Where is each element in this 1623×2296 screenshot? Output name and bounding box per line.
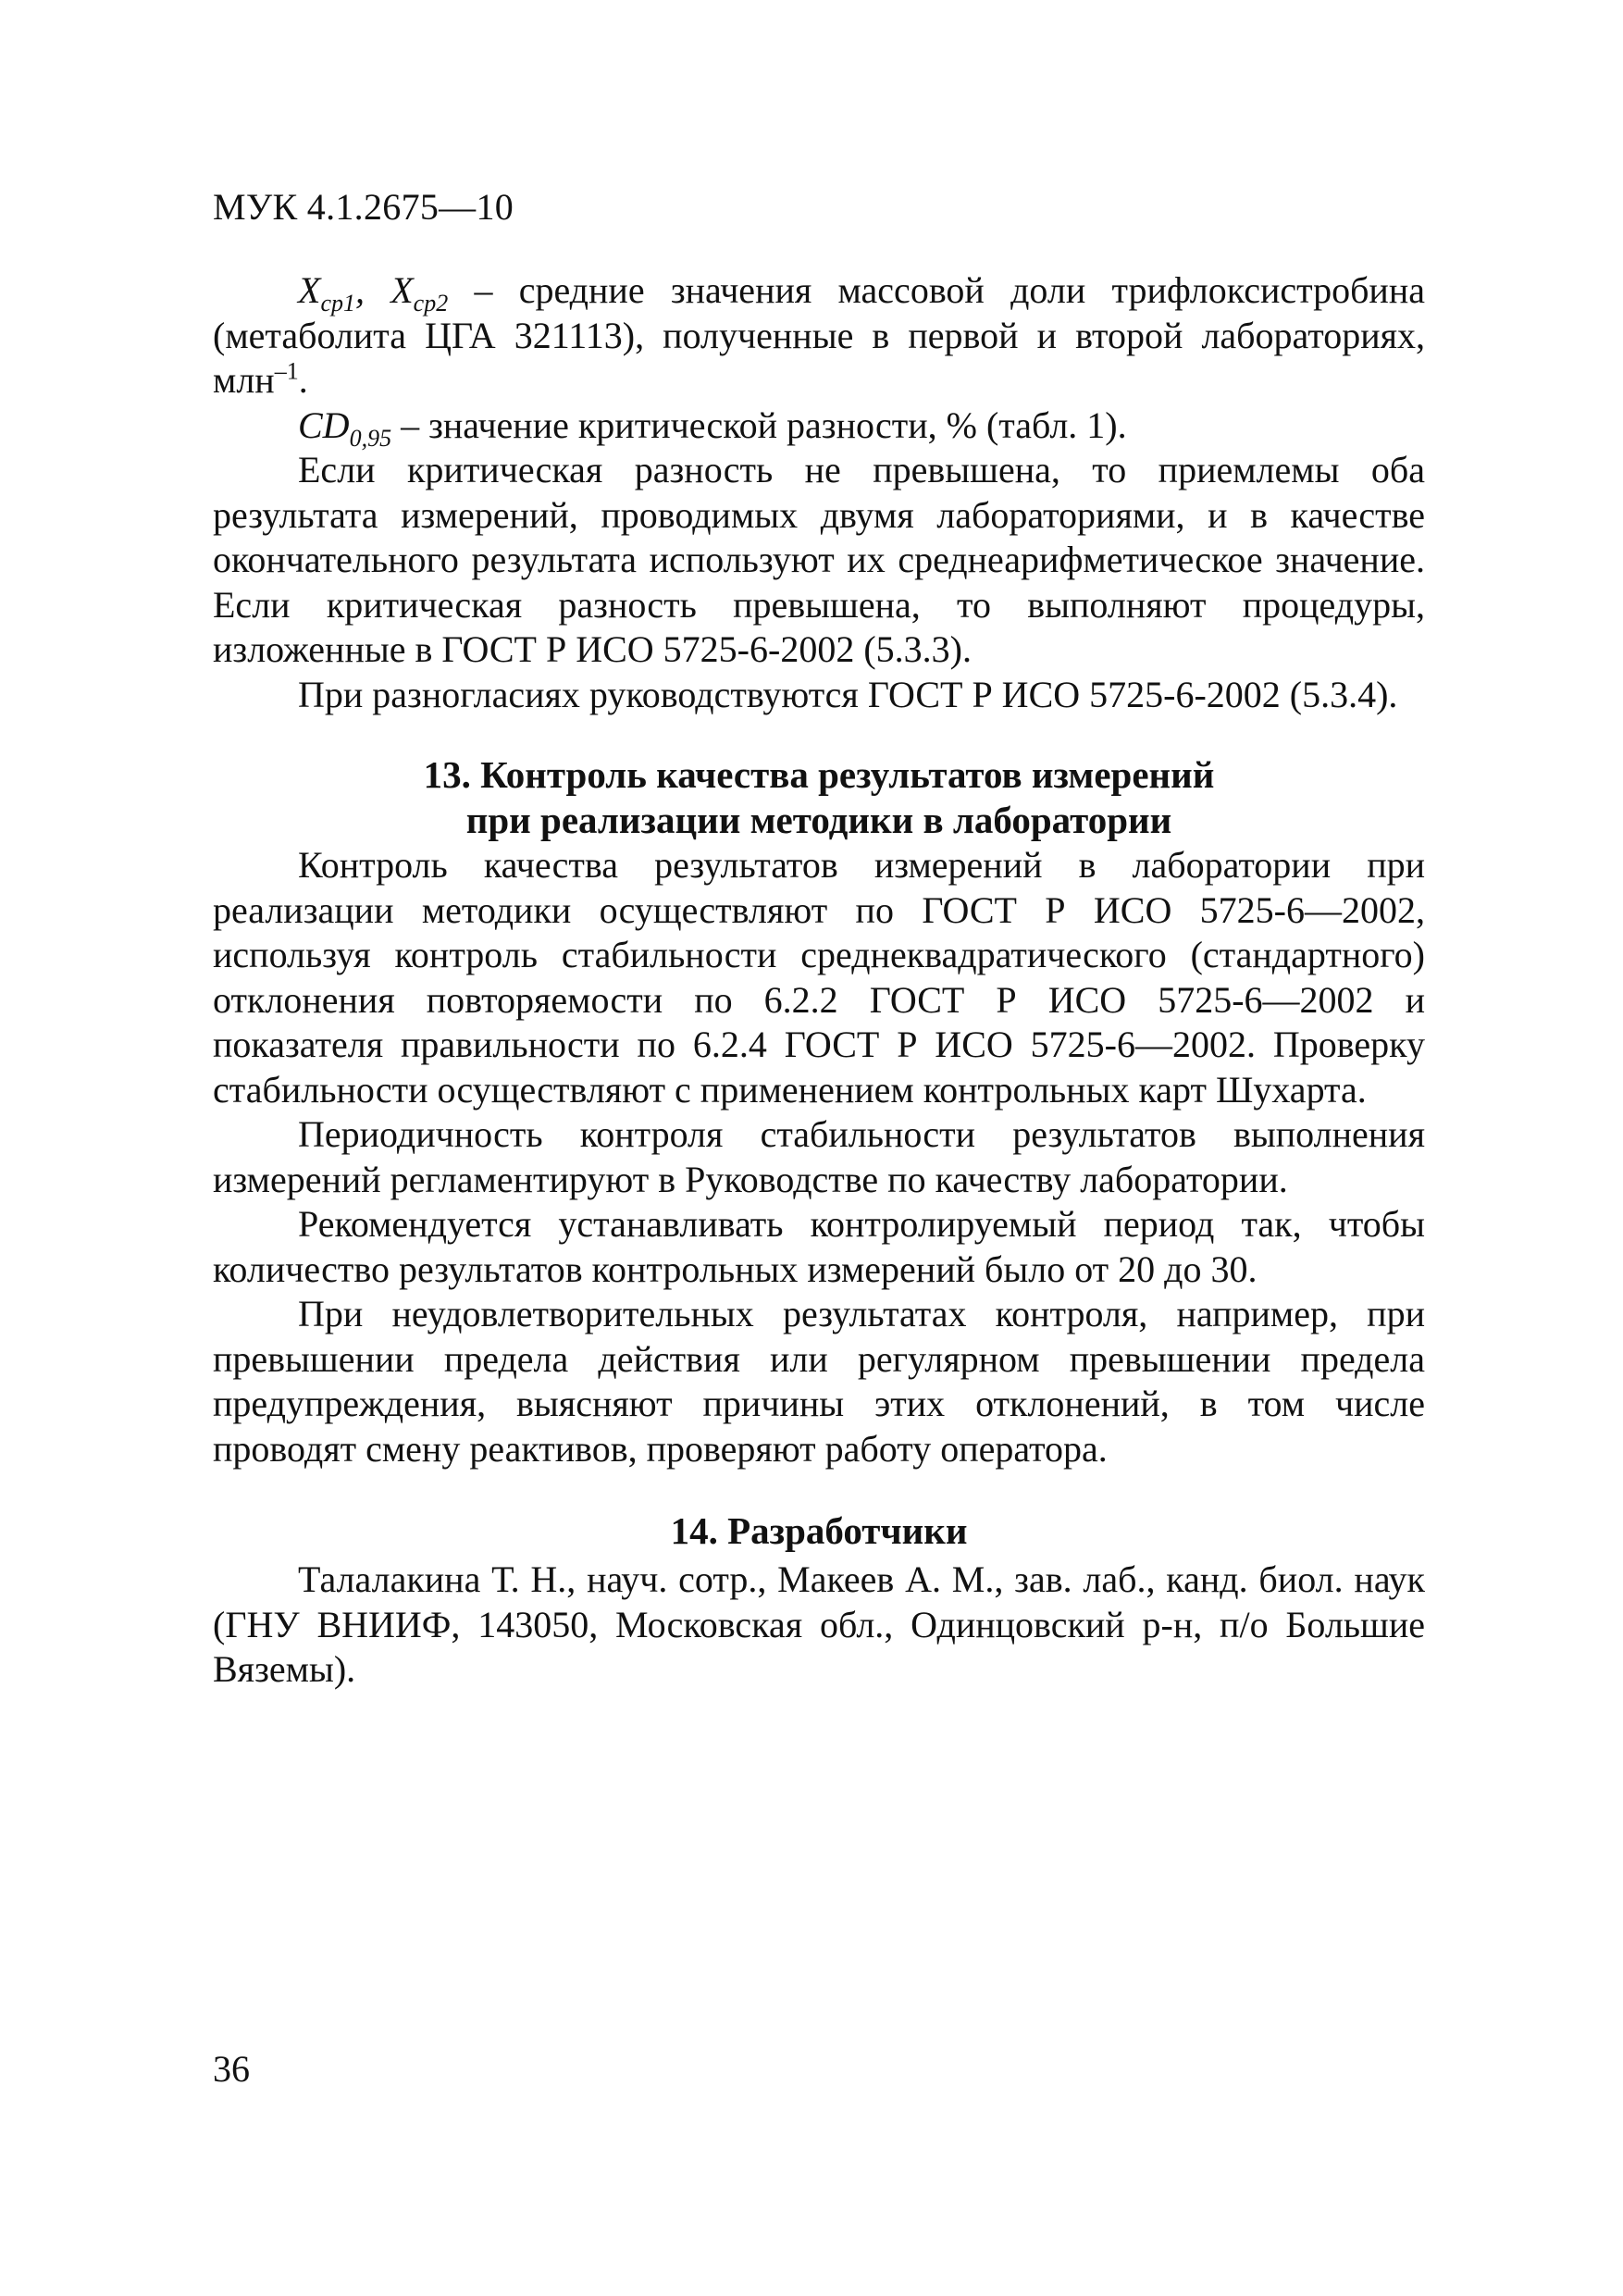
variable-definition-cd: $CD_{0,95}$ – значение критической разности, % (табл. 1). xyxy=(298,403,1127,452)
paragraph-developers: Талалакина Т. Н., науч. сотр., Макеев А. М., зав. лаб., канд. биол. наук (ГНУ ВНИИФ, 143050, Московская обл., Одинцовский р-н, п/о Большие Вяземы). xyxy=(213,1558,1425,1690)
paragraph-periodicity: Периодичность контроля стабильности результатов выполнения измерений регламентируют в Руководстве по качеству лаборатории. xyxy=(213,1113,1425,1200)
section-14-heading: 14. Разработчики xyxy=(670,1509,968,1552)
section-13-heading xyxy=(213,752,1425,843)
paragraph-disagreements: При разногласиях руководствуются ГОСТ Р ИСО 5725-6-2002 (5.3.4). xyxy=(298,673,1398,715)
paragraph-critical-difference: Если критическая разность не превышена, то приемлемы оба результата измерений, проводимых двумя лабораториями, и в качестве окончательного результата используют их среднеарифметическое значение. Если критическая разность превышена, то выполняют процедуры, изложенные в ГОСТ Р ИСО 5725-6-2002 (5.3.3). xyxy=(213,449,1425,670)
symbol-cd: $CD_{0,95}$ xyxy=(298,403,392,452)
paragraph-unsatisfactory-results: При неудовлетворительных результатах контроля, например, при превышении предела действия или регулярном превышении предела предупреждения, выясняют причины этих отклонений, в том числе проводят смену реактивов, проверяют работу оператора. xyxy=(213,1293,1425,1470)
unit-exponent: –1 xyxy=(274,357,299,385)
variable-definition-x: $X_{ср1}$, $X_{ср2}$ – средние значения массовой доли трифлоксистробина (метаболита ЦГА 321113), полученные в первой и второй лабораториях, млн$^{-1}$. xyxy=(213,269,1425,401)
section-13-title-line-2: при реализации методики в лаборатории xyxy=(465,799,1172,841)
paragraph-quality-control: Контроль качества результатов измерений в лаборатории при реализации методики осуществляют по ГОСТ Р ИСО 5725-6—2002, используя контроль стабильности среднеквадратического (стандартного) отклонения повторяемости по 6.2.2 ГОСТ Р ИСО 5725-6—2002 и показателя правильности по 6.2.4 ГОСТ Р ИСО 5725-6—2002. Проверку стабильности осуществляют с применением контрольных карт Шухарта. xyxy=(213,844,1425,1111)
page-number: 36 xyxy=(213,2048,250,2090)
symbol-x-cp2: $X_{ср2}$ xyxy=(390,269,449,316)
symbol-x-cp1: $X_{ср1}$ xyxy=(298,269,355,316)
section-13-title-line-1: 13. Контроль качества результатов измерений xyxy=(423,753,1215,796)
page-body xyxy=(213,268,1425,1693)
running-header: МУК 4.1.2675—10 xyxy=(213,186,514,228)
paragraph-control-period: Рекомендуется устанавливать контролируемый период так, чтобы количество результатов контрольных измерений было от 20 до 30. xyxy=(213,1203,1425,1290)
